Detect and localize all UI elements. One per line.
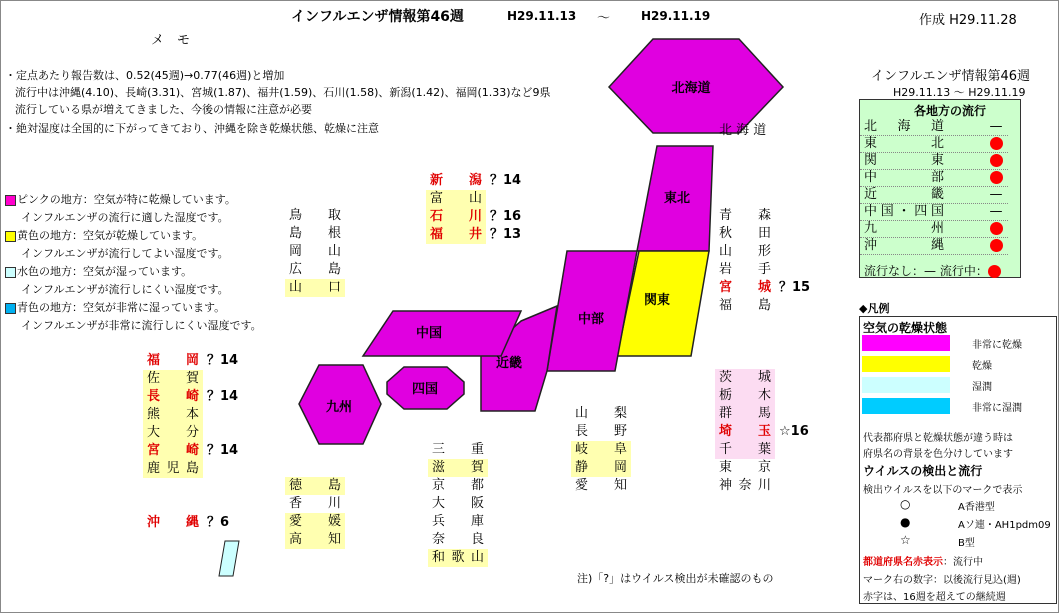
- status-legend: [864, 262, 1001, 279]
- humidity-swatch: [862, 356, 950, 372]
- status-none: —: [989, 119, 1003, 134]
- prefecture-name: 島 根: [289, 226, 341, 241]
- prefecture-name: 山 梨: [575, 406, 627, 421]
- red-number-note: 赤字は、16週を超えての継続週: [863, 592, 1006, 603]
- region-name: 中部: [864, 170, 944, 185]
- region-name: 関東: [864, 153, 944, 168]
- memo-heading: メ モ: [151, 33, 191, 48]
- prefecture-outlook: ？14: [207, 353, 239, 368]
- prefecture-name: 高 知: [285, 531, 345, 549]
- prefecture-outlook: ☆16: [779, 424, 809, 439]
- prefecture-name: 熊 本: [143, 406, 203, 424]
- prefecture-name: 青 森: [719, 208, 771, 223]
- region-name: 九州: [864, 221, 944, 236]
- humidity-swatch: [862, 335, 950, 351]
- prefecture-name: 埼 玉: [715, 423, 775, 441]
- legend-note-2: 府県名の背景を色分けしています: [863, 449, 1013, 460]
- hokkaido-label: 北海道: [671, 81, 711, 96]
- red-label-desc: ：流行中: [943, 557, 983, 568]
- prefecture-outlook: ？14: [207, 443, 239, 458]
- prefecture-name: 石 川: [426, 208, 486, 226]
- humidity-heading: 空気の乾燥状態: [863, 321, 948, 335]
- prefecture-name: 神奈川: [719, 478, 771, 493]
- prefecture-name: 岩 手: [719, 262, 771, 277]
- red-dot-icon: [990, 171, 1003, 184]
- prefecture-name: 徳 島: [285, 477, 345, 495]
- prefecture-name: 兵 庫: [432, 514, 484, 529]
- kyushu-label: 九州: [325, 400, 353, 415]
- active-dot-icon: [988, 135, 1004, 152]
- date-tilde: ～: [597, 11, 611, 26]
- chugoku-label: 中国: [415, 326, 443, 341]
- humidity-label: 非常に乾燥: [972, 340, 1022, 351]
- red-dot-icon: [990, 239, 1003, 252]
- prefecture-name: 奈 良: [432, 532, 484, 547]
- region-status-row: [860, 152, 1008, 170]
- prefecture-outlook: ？14: [207, 389, 239, 404]
- humidity-label: 湿潤: [972, 382, 992, 393]
- prefecture-name: 群 馬: [715, 405, 775, 423]
- prefecture-outlook: ？14: [490, 173, 522, 188]
- legend-panel: [859, 316, 1057, 604]
- region-status-row: [860, 135, 1008, 153]
- prefecture-name: 京 都: [432, 478, 484, 493]
- shikoku-label: 四国: [411, 382, 439, 397]
- date-to: H29.11.19: [641, 9, 711, 23]
- humidity-swatch: [862, 398, 950, 414]
- region-name: 北海道: [864, 119, 944, 134]
- active-dot-icon: [988, 237, 1004, 254]
- memo-line: ・定点あたり報告数は、0.52(45週)→0.77(46週)と増加: [5, 69, 285, 82]
- tohoku-label: 東北: [663, 191, 691, 206]
- hokkaido-text: 北 海 道: [719, 123, 767, 138]
- legend-note-1: 代表都府県と乾燥状態が違う時は: [863, 433, 1013, 444]
- prefecture-name: 長 野: [575, 424, 627, 439]
- active-dot-icon: [988, 152, 1004, 169]
- prefecture-outlook: ？13: [490, 227, 522, 242]
- legend-heading: ◆凡例: [859, 302, 890, 315]
- color-note-title: ピンクの地方：空気が特に乾燥しています。: [17, 193, 236, 206]
- prefecture-name: 宮 崎: [143, 442, 203, 460]
- red-dot-icon: [990, 222, 1003, 235]
- active-dot-icon: [988, 265, 1001, 278]
- prefecture-outlook: ？6: [207, 515, 230, 530]
- virus-mark-icon: ☆: [900, 533, 911, 547]
- sidebar-dates: H29.11.13 ～ H29.11.19: [893, 86, 1026, 99]
- memo-line: 流行中は沖縄(4.10)、長崎(3.31)、宮城(1.87)、福井(1.59)、石川(1.58)、新潟(1.42)、福岡(1.33)など9県: [15, 86, 551, 99]
- virus-mark-icon: ●: [900, 515, 911, 529]
- chubu-label: 中部: [577, 312, 605, 327]
- prefecture-name: 福 井: [426, 226, 486, 244]
- prefecture-name: 岐 阜: [571, 441, 631, 459]
- active-dot-icon: [988, 169, 1004, 186]
- virus-legend: [860, 497, 1056, 551]
- red-label-title: 都道府県名赤表示: [863, 557, 943, 568]
- kanto-label: 関東: [643, 293, 671, 308]
- humidity-legend: [860, 335, 1056, 419]
- created-date: 作成 H29.11.28: [919, 13, 1017, 28]
- prefecture-name: 富 山: [426, 190, 486, 208]
- number-note: マーク右の数字：以後流行見込(週): [863, 575, 1021, 586]
- prefecture-name: 和歌山: [428, 549, 488, 567]
- humidity-label: 非常に湿潤: [972, 403, 1022, 414]
- prefecture-outlook: ？15: [779, 280, 811, 295]
- status-none-label: 流行なし：—: [864, 264, 937, 278]
- prefecture-name: 三 重: [432, 442, 484, 457]
- date-from: H29.11.13: [507, 9, 577, 23]
- prefecture-name: 鳥 取: [289, 208, 341, 223]
- memo-line: 流行している県が増えてきました、今後の情報に注意が必要: [15, 103, 312, 116]
- prefecture-name: 大 分: [143, 424, 203, 442]
- prefecture-name: 岡 山: [289, 244, 341, 259]
- prefecture-name: 栃 木: [715, 387, 775, 405]
- report-title: インフルエンザ情報第46週: [291, 9, 464, 25]
- virus-intro: 検出ウイルスを以下のマークで表示: [863, 485, 1023, 496]
- region-okinawa: [219, 541, 239, 576]
- prefecture-name: 福 岡: [147, 353, 199, 368]
- red-dot-icon: [990, 154, 1003, 167]
- virus-label: B型: [958, 538, 975, 549]
- region-status-row: [860, 237, 1008, 255]
- color-note-desc: インフルエンザが流行しにくい湿度です。: [21, 283, 229, 296]
- humidity-label: 乾燥: [972, 361, 992, 372]
- prefecture-name: 秋 田: [719, 226, 771, 241]
- prefecture-name: 長 崎: [143, 388, 203, 406]
- prefecture-name: 滋 賀: [428, 459, 488, 477]
- regional-status-panel: [859, 99, 1021, 278]
- region-rows: [860, 118, 1020, 254]
- prefecture-name: 宮 城: [719, 280, 771, 295]
- prefecture-name: 鹿児島: [143, 460, 203, 478]
- prefecture-name: 愛 知: [575, 478, 627, 493]
- red-label-note: [863, 553, 983, 568]
- color-note-desc: インフルエンザが流行してよい湿度です。: [21, 247, 229, 260]
- region-name: 中国・四国: [864, 204, 944, 219]
- memo-line: ・絶対湿度は全国的に下がってきており、沖縄を除き乾燥状態、乾燥に注意: [5, 122, 379, 135]
- region-status-row: [860, 169, 1008, 187]
- status-none: —: [989, 204, 1003, 219]
- color-note-desc: インフルエンザが非常に流行しにくい湿度です。: [21, 319, 262, 332]
- prefecture-name: 山 口: [285, 279, 345, 297]
- color-note-title: 青色の地方：空気が非常に湿っています。: [17, 301, 226, 314]
- red-dot-icon: [990, 137, 1003, 150]
- region-status-row: [860, 118, 1008, 136]
- footnote: 注)「?」はウイルス検出が未確認のもの: [577, 572, 774, 585]
- region-name: 沖縄: [864, 238, 944, 253]
- prefecture-name: 茨 城: [715, 369, 775, 387]
- virus-heading: ウイルスの検出と流行: [863, 464, 983, 478]
- virus-label: Aソ連・AH1pdm09: [958, 520, 1051, 531]
- region-name: 東北: [864, 136, 944, 151]
- prefecture-name: 香 川: [289, 496, 341, 511]
- prefecture-name: 静 岡: [571, 459, 631, 477]
- status-none: —: [989, 187, 1003, 202]
- region-status-row: [860, 220, 1008, 238]
- region-status-row: [860, 203, 1008, 221]
- regional-heading: 各地方の流行: [914, 104, 987, 118]
- color-note-desc: インフルエンザの流行に適した湿度です。: [21, 211, 229, 224]
- virus-label: A香港型: [958, 502, 995, 513]
- prefecture-name: 新 潟: [430, 173, 482, 188]
- region-status-row: [860, 186, 1008, 204]
- status-active-label: 流行中：: [939, 264, 988, 278]
- prefecture-name: 愛 媛: [285, 513, 345, 531]
- region-name: 近畿: [864, 187, 944, 202]
- prefecture-name: 千 葉: [715, 441, 775, 459]
- prefecture-name: 佐 賀: [143, 370, 203, 388]
- prefecture-name: 福 島: [719, 298, 771, 313]
- prefecture-name: 東 京: [719, 460, 771, 475]
- prefecture-name: 沖 縄: [147, 515, 199, 530]
- prefecture-name: 山 形: [719, 244, 771, 259]
- color-note-title: 水色の地方：空気が湿っています。: [17, 265, 193, 278]
- sidebar-title: インフルエンザ情報第46週: [871, 69, 1031, 84]
- humidity-swatch: [862, 377, 950, 393]
- active-dot-icon: [988, 220, 1004, 237]
- color-note-title: 黄色の地方：空気が乾燥しています。: [17, 229, 204, 242]
- prefecture-name: 大 阪: [432, 496, 484, 511]
- virus-mark-icon: ○: [900, 497, 911, 511]
- kinki-label: 近畿: [495, 356, 523, 371]
- prefecture-outlook: ？16: [490, 209, 522, 224]
- prefecture-name: 広 島: [289, 262, 341, 277]
